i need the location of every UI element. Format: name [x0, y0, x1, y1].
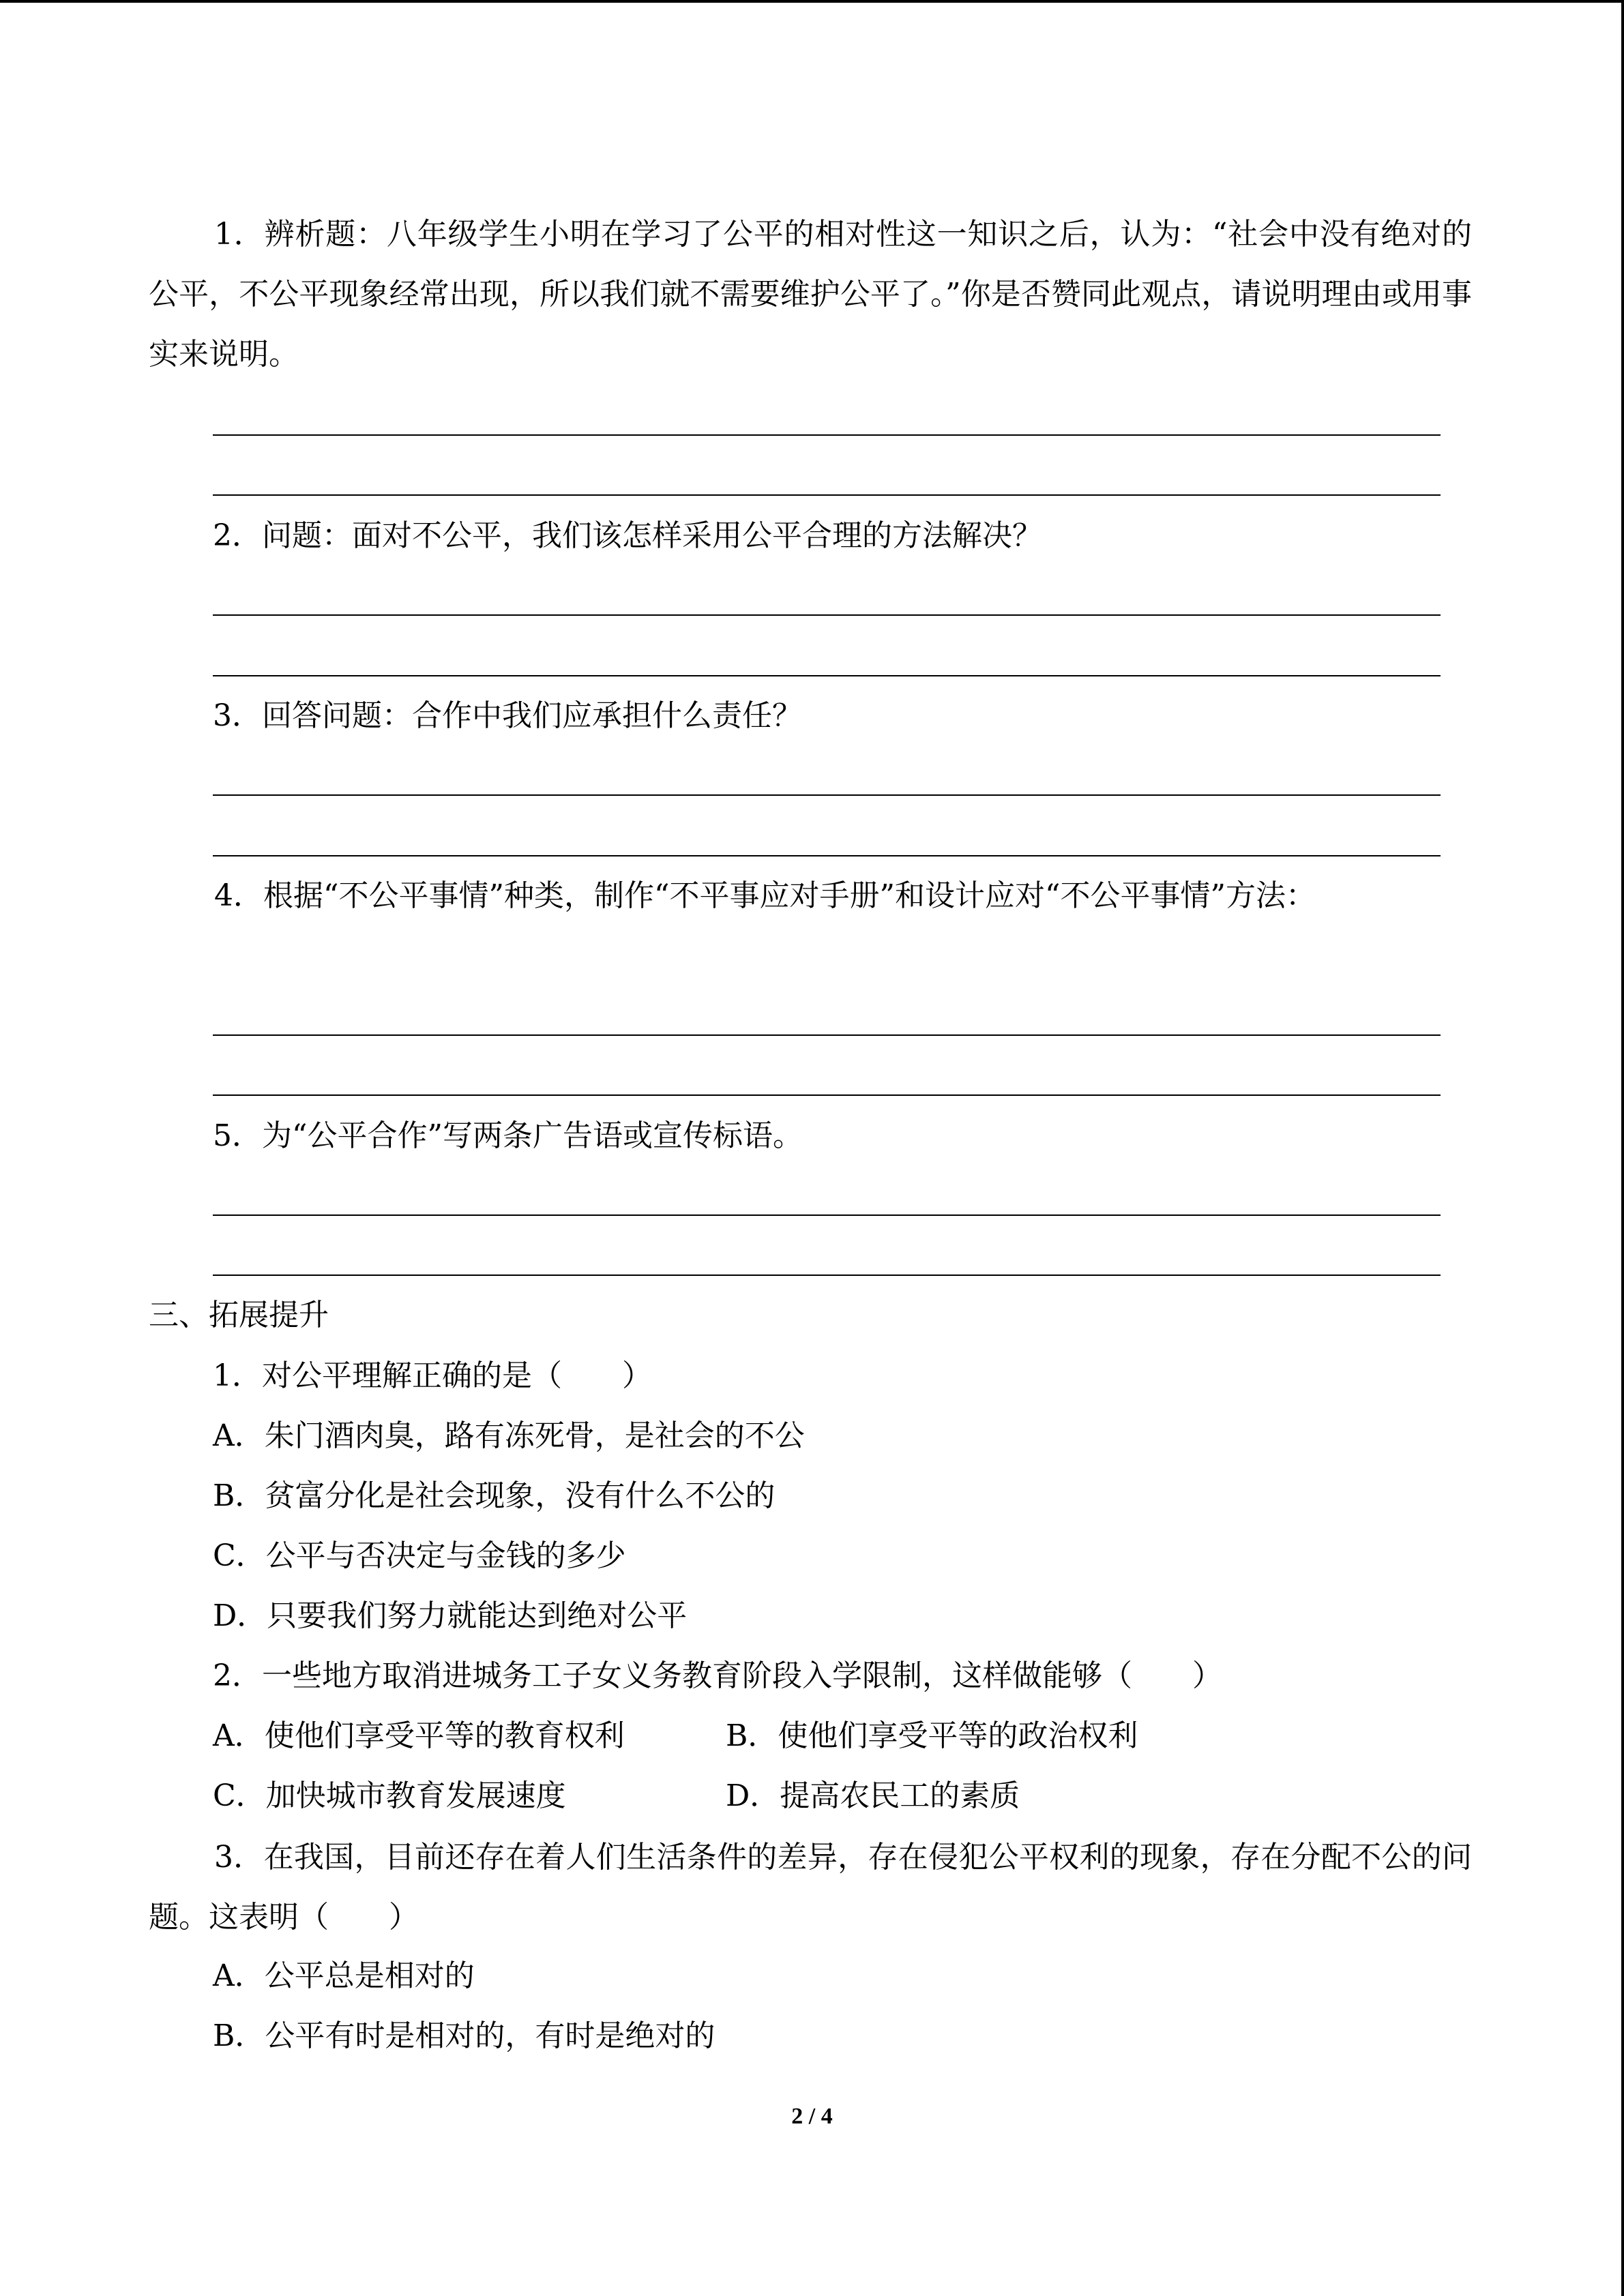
- page-border-top: [0, 0, 1624, 3]
- answer-line-q4-b[interactable]: [213, 1094, 1441, 1096]
- question-2-text: 2．问题：面对不公平，我们该怎样采用公平合理的方法解决？: [213, 518, 1042, 553]
- page-number: 2 / 4: [791, 2104, 833, 2129]
- mc-2-option-b[interactable]: B．使他们享受平等的政治权利: [726, 1718, 1138, 1753]
- mc-1-stem: 1．对公平理解正确的是（ ）: [213, 1358, 652, 1393]
- mc-1-option-a[interactable]: A．朱门酒肉臭，路有冻死骨，是社会的不公: [213, 1418, 805, 1453]
- answer-line-q3-a[interactable]: [213, 794, 1441, 796]
- answer-line-q2-b[interactable]: [213, 675, 1441, 676]
- question-3-text: 3．回答问题：合作中我们应承担什么责任？: [213, 698, 802, 733]
- answer-line-q1-a[interactable]: [213, 434, 1441, 436]
- question-5-text: 5．为“公平合作”写两条广告语或宣传标语。: [213, 1118, 803, 1153]
- mc-3-stem: 3．在我国，目前还存在着人们生活条件的差异，存在侵犯公平权利的现象，存在分配不公的问题。这表明（ ）: [149, 1840, 1472, 1935]
- answer-line-q2-a[interactable]: [213, 614, 1441, 616]
- mc-1-option-d[interactable]: D．只要我们努力就能达到绝对公平: [213, 1598, 688, 1633]
- mc-2-option-d[interactable]: D．提高农民工的素质: [726, 1778, 1020, 1813]
- answer-line-q4-a[interactable]: [213, 1034, 1441, 1036]
- mc-1-option-b[interactable]: B．贫富分化是社会现象，没有什么不公的: [213, 1478, 776, 1513]
- mc-1-option-c[interactable]: C．公平与否决定与金钱的多少: [213, 1538, 626, 1573]
- mc-3-option-a[interactable]: A．公平总是相对的: [213, 1958, 475, 1993]
- answer-line-q5-a[interactable]: [213, 1214, 1441, 1216]
- answer-line-q1-b[interactable]: [213, 494, 1441, 496]
- answer-line-q3-b[interactable]: [213, 855, 1441, 856]
- question-4-text: 4．根据“不公平事情”种类，制作“不平事应对手册”和设计应对“不公平事情”方法：: [214, 878, 1316, 913]
- mc-2-option-c[interactable]: C．加快城市教育发展速度: [213, 1778, 566, 1813]
- answer-line-q5-b[interactable]: [213, 1274, 1441, 1276]
- page-border-right: [1621, 0, 1624, 2296]
- mc-2-option-a[interactable]: A．使他们享受平等的教育权利: [213, 1718, 625, 1753]
- mc-3-option-b[interactable]: B．公平有时是相对的，有时是绝对的: [213, 2018, 715, 2053]
- mc-2-stem: 2．一些地方取消进城务工子女义务教育阶段入学限制，这样做能够（ ）: [213, 1658, 1222, 1693]
- question-1-text: 1．辨析题：八年级学生小明在学习了公平的相对性这一知识之后，认为：“社会中没有绝对的公平，不公平现象经常出现，所以我们就不需要维护公平了。”你是否赞同此观点，请说明理由或用事实来说明。: [149, 217, 1472, 372]
- section-3-heading: 三、拓展提升: [149, 1298, 329, 1332]
